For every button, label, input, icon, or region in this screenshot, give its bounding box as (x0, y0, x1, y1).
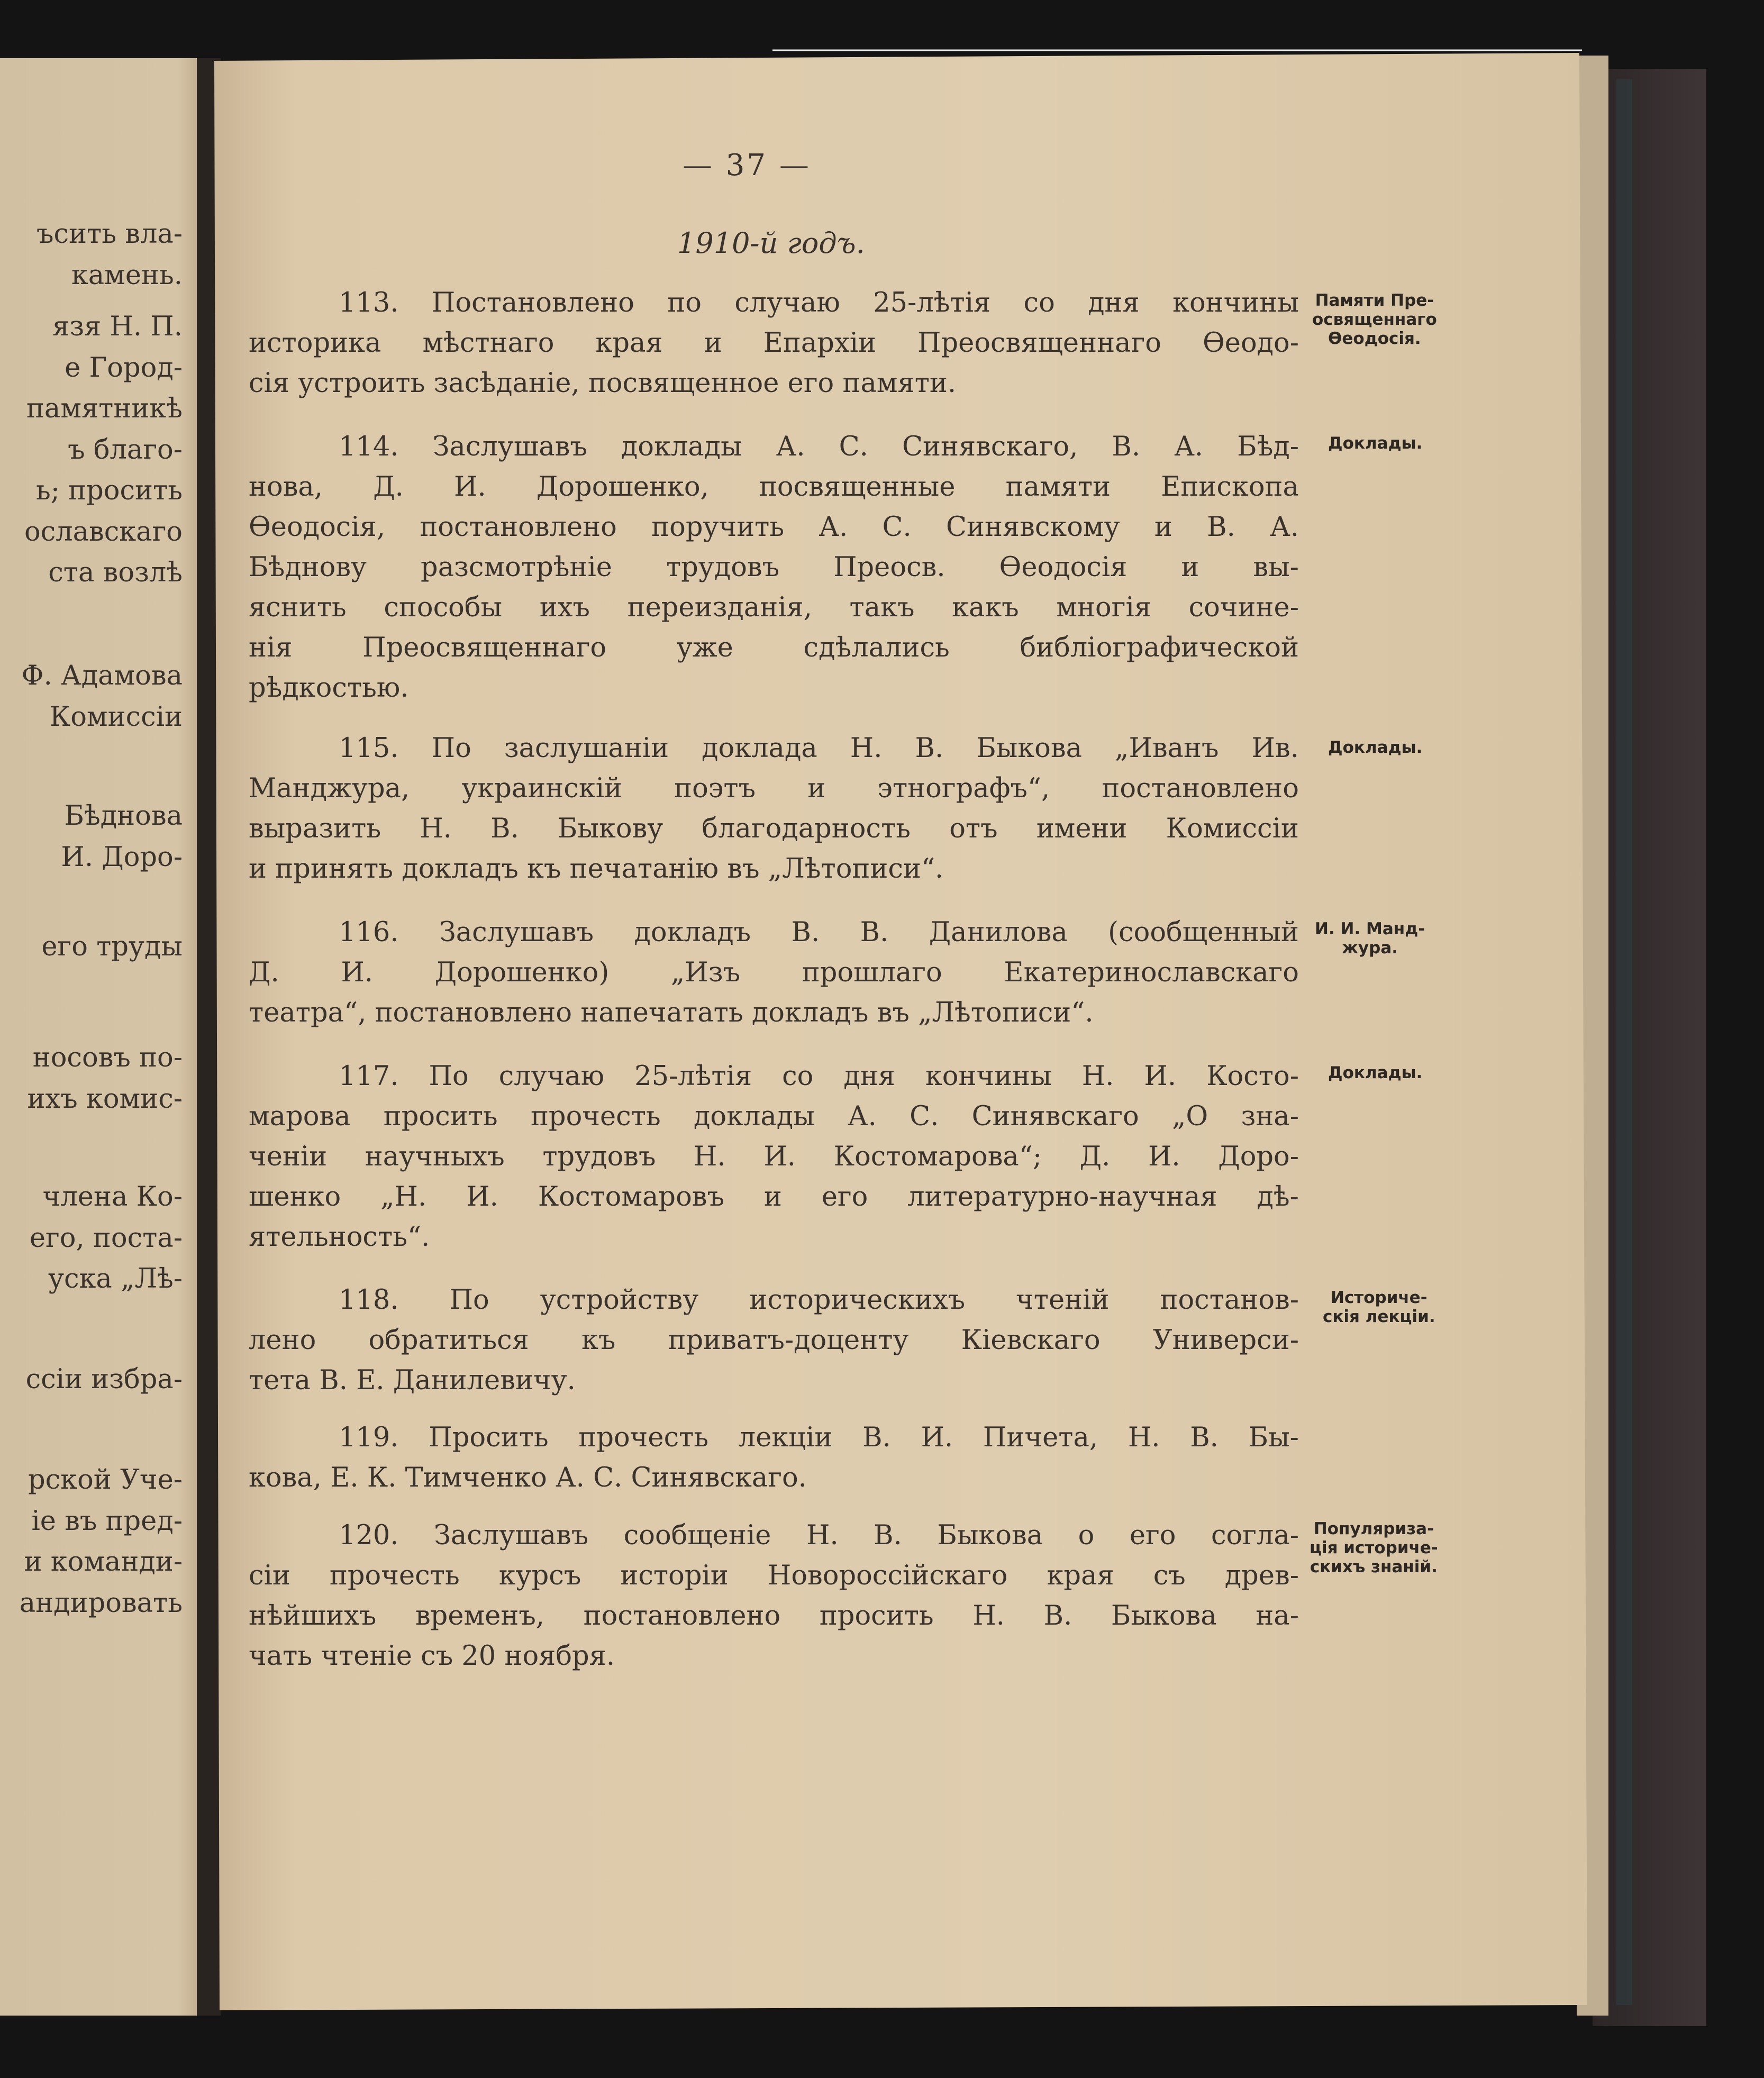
word: дня (1088, 287, 1140, 318)
word: В. (915, 733, 944, 764)
word: прочесть (530, 1101, 661, 1132)
paragraph-line (249, 507, 1299, 548)
word: многія (1056, 592, 1151, 623)
word: нія (249, 632, 293, 663)
word: просить (383, 1101, 498, 1132)
word: А. (819, 512, 848, 543)
word: обратиться (368, 1325, 529, 1356)
margin-note-line: И. И. Манд- (1315, 919, 1425, 938)
left-line: ославскаго (24, 516, 183, 548)
word: библіографической (1020, 632, 1299, 663)
word: трудовъ (666, 552, 780, 583)
word: А. (1174, 431, 1204, 462)
word: Синявскому (945, 512, 1120, 543)
word: историческихъ (749, 1284, 966, 1316)
left-line: И. Доро- (61, 842, 183, 873)
word: Синявскаго (971, 1101, 1139, 1132)
word: съ (1153, 1560, 1186, 1591)
word: постановлено (583, 1600, 781, 1632)
word: края (1047, 1560, 1114, 1591)
word: зна- (1241, 1101, 1299, 1132)
word: По (429, 1061, 469, 1092)
paragraph-line (249, 728, 1299, 769)
word: доклады (693, 1101, 815, 1132)
paragraph-line (249, 953, 1299, 993)
margin-note-line: Доклады. (1328, 1063, 1423, 1082)
word: и (704, 327, 722, 359)
word: прошлаго (802, 957, 942, 988)
word: Доро- (1218, 1141, 1299, 1172)
word: временъ, (415, 1600, 545, 1632)
word: Косто- (1206, 1061, 1299, 1092)
word: посвященные (759, 471, 956, 503)
word: И. (763, 1141, 796, 1172)
word: Н. (420, 813, 452, 844)
word: докладъ (634, 917, 751, 948)
word: по (667, 287, 702, 318)
word: сдѣлались (803, 632, 950, 663)
word: Пичета, (983, 1422, 1098, 1453)
word: Епископа (1161, 471, 1299, 503)
paragraph-line (249, 1516, 1299, 1556)
word: доклада (702, 733, 817, 764)
paragraph-line: кова, Е. К. Тимченко А. С. Синявскаго. (249, 1462, 807, 1493)
left-line: и команди- (24, 1546, 183, 1578)
paragraph-line: театра“, постановлено напечатать докладъ въ „Лѣтописи“. (249, 997, 1094, 1028)
margin-note-line: жура. (1342, 938, 1398, 958)
word: В. (1207, 512, 1235, 543)
word: лекціи (738, 1422, 833, 1453)
word: По (449, 1284, 489, 1316)
word: дня (843, 1061, 895, 1092)
word: Н. (972, 1600, 1005, 1632)
word: прочесть (329, 1560, 460, 1591)
word: Быкова (1111, 1600, 1217, 1632)
word: постановлено (420, 512, 617, 543)
word: Быкова (976, 733, 1083, 764)
paragraph-119 (249, 1418, 1299, 1498)
word: 120. (339, 1520, 399, 1551)
word: такъ (849, 592, 915, 623)
paragraph-114 (249, 427, 1299, 708)
word: 119. (339, 1422, 399, 1453)
word: постановлено (1102, 773, 1299, 804)
left-line: ссіи избра- (25, 1364, 183, 1395)
word: Н. (1127, 1422, 1160, 1453)
paragraph-line: сія устроить засѣданіе, посвященное его памяти. (249, 368, 957, 399)
left-line: е Город- (65, 352, 183, 384)
word: 118. (339, 1284, 399, 1316)
margin-note-line: Доклады. (1328, 434, 1423, 453)
left-line: іе въ пред- (31, 1506, 183, 1537)
paragraph-line (249, 283, 1299, 323)
word: Быкова (937, 1520, 1043, 1551)
paragraph-line (249, 809, 1299, 849)
word: Дорошенко) (434, 957, 610, 988)
left-line: члена Ко- (42, 1181, 183, 1213)
word: древ- (1224, 1560, 1299, 1591)
left-line: ихъ комис- (27, 1083, 183, 1115)
paragraph-113 (249, 283, 1299, 404)
word: Н. (694, 1141, 726, 1172)
word: разсмотрѣніе (421, 552, 612, 583)
word: сочине- (1188, 592, 1299, 623)
word: къ (581, 1325, 616, 1356)
word: Н. (1081, 1061, 1114, 1092)
word: устройству (540, 1284, 699, 1316)
word: Данилова (929, 917, 1068, 948)
word: Синявскаго, (902, 431, 1078, 462)
paragraph-line (249, 628, 1299, 668)
paragraph-line (249, 1596, 1299, 1636)
paragraph-line (249, 1137, 1299, 1177)
word: и (1181, 552, 1199, 583)
margin-note-line: Историче- (1330, 1288, 1427, 1307)
left-line: ъ благо- (68, 434, 183, 466)
word: „Н. (380, 1181, 427, 1213)
margin-note-113 (1312, 291, 1437, 348)
word: „О (1172, 1101, 1208, 1132)
word: историка (249, 327, 381, 359)
word: Ѳеодосія (999, 552, 1127, 583)
word: согла- (1211, 1520, 1299, 1551)
word: (сообщенный (1108, 917, 1299, 948)
margin-note-line: скихъ знаній. (1310, 1557, 1438, 1576)
word: кончины (925, 1061, 1052, 1092)
word: и (807, 773, 826, 804)
paragraph-120 (249, 1516, 1299, 1676)
word: По (431, 733, 471, 764)
paragraph-line (249, 1320, 1299, 1361)
left-line: андировать (19, 1588, 183, 1619)
margin-note-line: Популяриза- (1313, 1519, 1434, 1538)
word: Ив. (1251, 733, 1299, 764)
margin-note-line: ція историче- (1310, 1538, 1438, 1557)
word: мѣстнаго (422, 327, 554, 359)
word: его (1129, 1520, 1176, 1551)
word: благодарность (702, 813, 911, 844)
word: переизданія, (627, 592, 812, 623)
word: способы (384, 592, 503, 623)
paragraph-115 (249, 728, 1299, 889)
word: нова, (249, 471, 323, 503)
word: дѣ- (1257, 1181, 1299, 1213)
word: И. (1148, 1141, 1180, 1172)
book-cover-edge (1593, 69, 1706, 2026)
word: яснить (249, 592, 347, 623)
word: С. (910, 1101, 939, 1132)
word: Костомарова“; (833, 1141, 1042, 1172)
paragraph-line (249, 467, 1299, 507)
word: Комиссіи (1166, 813, 1299, 844)
paragraph-line: ятельность“. (249, 1222, 430, 1253)
word: кончины (1172, 287, 1299, 318)
word: нѣйшихъ (249, 1600, 377, 1632)
word: С. (882, 512, 912, 543)
word: и (763, 1181, 782, 1213)
paragraph-line (249, 427, 1299, 467)
word: этнографъ“, (877, 773, 1050, 804)
word: сообщеніе (623, 1520, 771, 1551)
margin-note-117 (1328, 1063, 1422, 1082)
word: Бы- (1248, 1422, 1299, 1453)
page-number: — 37 — (683, 148, 811, 183)
word: 25-лѣтія (873, 287, 991, 318)
margin-note-115 (1328, 738, 1422, 757)
word: прочесть (578, 1422, 709, 1453)
word: „Изъ (670, 957, 741, 988)
word: Быкову (557, 813, 663, 844)
word: памяти (1005, 471, 1111, 503)
word: И. (341, 957, 374, 988)
paragraph-117 (249, 1056, 1299, 1257)
left-line: камень. (71, 260, 183, 291)
word: Д. (249, 957, 279, 988)
left-line: памятникѣ (26, 393, 183, 424)
paragraph-line (249, 1177, 1299, 1217)
paragraph-line: и принять докладъ къ печатанію въ „Лѣтописи“. (249, 853, 944, 885)
word: В. (860, 917, 889, 948)
margin-note-116 (1315, 919, 1425, 958)
word: 115. (339, 733, 399, 764)
word: Преосвященнаго (362, 632, 607, 663)
year-heading: 1910-й годъ. (677, 226, 865, 260)
word: Д. (1079, 1141, 1111, 1172)
paragraph-line (249, 1097, 1299, 1137)
word: Д. (373, 471, 404, 503)
word: В. (1112, 431, 1141, 462)
word: В. (1043, 1600, 1072, 1632)
margin-note-114 (1328, 434, 1422, 453)
word: со (1023, 287, 1055, 318)
word: случаю (734, 287, 840, 318)
word: какъ (952, 592, 1019, 623)
left-line: язя Н. П. (52, 311, 183, 342)
word: Преосвященнаго (917, 327, 1161, 359)
word: его (821, 1181, 868, 1213)
word: Просить (429, 1422, 549, 1453)
word: А. (776, 431, 805, 462)
word: В. (874, 1520, 902, 1551)
word: поэтъ (674, 773, 756, 804)
left-line: ста возлѣ (48, 557, 183, 588)
word: А. (848, 1101, 877, 1132)
paragraph-line (249, 588, 1299, 628)
left-line: уска „Лѣ- (48, 1263, 183, 1295)
word: приватъ-доценту (668, 1325, 909, 1356)
paragraph-line: рѣдкостью. (249, 672, 409, 704)
word: со (782, 1061, 814, 1092)
left-line: рской Уче- (28, 1464, 183, 1496)
word: украинскій (461, 773, 623, 804)
word: чтеній (1016, 1284, 1110, 1316)
word: постанов- (1160, 1284, 1299, 1316)
margin-note-line: Памяти Пре- (1315, 291, 1434, 310)
word: поручить (651, 512, 785, 543)
word: курсъ (498, 1560, 581, 1591)
word: о (1078, 1520, 1095, 1551)
word: А. (1270, 512, 1299, 543)
paragraph-line (249, 1056, 1299, 1097)
paragraph-line (249, 1418, 1299, 1458)
word: и (1154, 512, 1172, 543)
margin-note-line: освященнаго (1312, 310, 1437, 329)
word: марова (249, 1101, 351, 1132)
word: В. (862, 1422, 891, 1453)
word: сіи (249, 1560, 290, 1591)
paragraph-line (249, 323, 1299, 363)
word: уже (676, 632, 733, 663)
word: Заслушавъ (439, 917, 594, 948)
left-line: носовъ по- (32, 1042, 183, 1073)
word: 113. (339, 287, 399, 318)
paragraph-line (249, 548, 1299, 588)
word: Манджура, (249, 773, 410, 804)
word: Н. (850, 733, 883, 764)
word: доклады (621, 431, 742, 462)
word: Костомаровъ (538, 1181, 724, 1213)
word: Дорошенко, (536, 471, 709, 503)
word: имени (1036, 813, 1127, 844)
word: Ѳеодосія, (249, 512, 386, 543)
paragraph-line (249, 769, 1299, 809)
paragraph-118 (249, 1280, 1299, 1401)
paragraph-line: тета В. Е. Данилевичу. (249, 1365, 576, 1396)
margin-note-118 (1323, 1288, 1435, 1326)
word: трудовъ (542, 1141, 656, 1172)
paragraph-116 (249, 913, 1299, 1033)
word: Заслушавъ (434, 1520, 589, 1551)
word: литературно-научная (907, 1181, 1217, 1213)
word: вы- (1253, 552, 1299, 583)
word: 25-лѣтія (634, 1061, 752, 1092)
word: „Иванъ (1115, 733, 1219, 764)
word: просить (819, 1600, 934, 1632)
word: 117. (339, 1061, 399, 1092)
word: 114. (339, 431, 399, 462)
word: Заслушавъ (432, 431, 587, 462)
paragraph-line (249, 1556, 1299, 1596)
margin-note-line: Доклады. (1328, 738, 1423, 757)
paragraph-line (249, 1280, 1299, 1320)
left-line: ъсить вла- (37, 218, 183, 250)
word: выразить (249, 813, 381, 844)
margin-note-120 (1310, 1519, 1438, 1576)
word: И. (1144, 1061, 1177, 1092)
word: ихъ (539, 592, 590, 623)
word: И. (454, 471, 486, 503)
word: Новороссійскаго (767, 1560, 1008, 1591)
word: научныхъ (365, 1141, 505, 1172)
word: В. (490, 813, 519, 844)
word: края (595, 327, 663, 359)
word: Универси- (1152, 1325, 1299, 1356)
word: И. (466, 1181, 498, 1213)
word: И. (921, 1422, 953, 1453)
word: лено (249, 1325, 316, 1356)
word: Преосв. (833, 552, 945, 583)
left-line: ь; просить (35, 475, 183, 506)
word: Постановлено (431, 287, 634, 318)
word: В. (791, 917, 820, 948)
word: 116. (339, 917, 399, 948)
word: на- (1256, 1600, 1299, 1632)
word: Бѣд- (1237, 431, 1299, 462)
word: Ѳеодо- (1202, 327, 1299, 359)
margin-note-line: скія лекціи. (1323, 1307, 1435, 1326)
word: С. (839, 431, 868, 462)
paragraph-line (249, 913, 1299, 953)
word: Н. (806, 1520, 839, 1551)
left-line: Ф. Адамова (21, 660, 183, 691)
word: исторіи (620, 1560, 729, 1591)
left-line: его труды (41, 931, 183, 962)
word: Бѣднову (249, 552, 367, 583)
word: случаю (498, 1061, 605, 1092)
word: ченіи (249, 1141, 328, 1172)
word: шенко (249, 1181, 341, 1213)
word: Екатеринославскаго (1004, 957, 1299, 988)
word: заслушаніи (504, 733, 669, 764)
left-line: Бѣднова (64, 800, 183, 832)
word: Кіевскаго (961, 1325, 1101, 1356)
word: Епархіи (763, 327, 877, 359)
margin-note-line: Ѳеодосія. (1328, 329, 1421, 348)
left-line: его, поста- (29, 1223, 183, 1254)
word: В. (1190, 1422, 1219, 1453)
word: отъ (949, 813, 998, 844)
paragraph-line: чать чтеніе съ 20 ноября. (249, 1640, 615, 1672)
left-line: Комиссіи (49, 701, 183, 733)
